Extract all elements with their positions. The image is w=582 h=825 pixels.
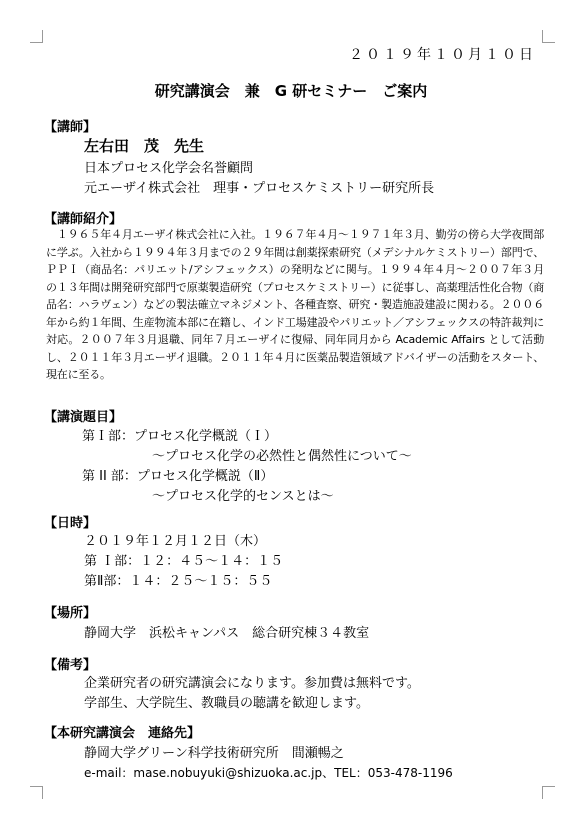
crop-mark-top-right [542, 30, 555, 43]
datetime-part2: 第Ⅱ部：１４：２５～１５：５５ [84, 574, 273, 589]
lecturer-affiliation-1: 日本プロセス化学会名誉顧問 [84, 161, 254, 176]
lecturer-heading: 【 講師 】 [44, 116, 96, 135]
lecturer-name: 左右田 茂 先生 [84, 137, 205, 155]
intro-paragraph: １９６５年４月エーザイ株式会社に入社。１９６７年４月～１９７１年３月、勤労の傍ら大学夜間部に学ぶ。入社から１９９４年３月までの２９年間は創薬探索研究（メデシナルケミストリー）部門で、ＰＰＩ（商品名：パリエット/アシフェックス）の発明などに関与。１９９４年４月～２００７年３月の１３年間は開発研究部門で原薬製造研究（プロセスケミストリー）に従事し、高薬理活性化合物（商品名：ハラヴェン）などの製法確立マネジメント、各種査察、研究・製造施設建設に関わる。２００６年から約１年間、生産物流本部に在籍し、インド工場建設やパリエット／アシフェックスの特許裁判に対応。２００７年３月退職、同年７月エーザイに復帰、同年同月から Academic Affairs として活動し、２０１１年３月エーザイ退職。２０１１年４月に医薬品製造領域アドバイザーの活動をスタート、現在に至る。 [46, 228, 544, 381]
notes-line-2: 学部生、大学院生、教職員の聴講を歓迎します。 [84, 696, 369, 711]
document-title: 研究講演会 兼 G 研セミナー ご案内 [154, 82, 428, 100]
topic-part1-subtitle: ～プロセス化学の必然性と偶然性について～ [152, 449, 412, 464]
notes-line-1: 企業研究者の研究講演会になります。参加費は無料です。 [84, 676, 420, 691]
contact-heading: 【 本研究講演会 連絡先 】 [44, 722, 200, 741]
contact-info: e-mail：mase.nobuyuki@shizuoka.ac.jp、TEL：053-478-1196 [84, 766, 453, 780]
topic-heading: 【 講演題目 】 [44, 406, 122, 425]
intro-heading: 【 講師紹介 】 [44, 208, 122, 227]
crop-mark-top-left [30, 30, 43, 43]
crop-mark-bottom-left [30, 786, 43, 799]
topic-part2-subtitle: ～プロセス化学的センスとは～ [152, 489, 334, 504]
notes-heading: 【 備考 】 [44, 654, 96, 673]
lecturer-affiliation-2: 元エーザイ株式会社 理事・プロセスケミストリー研究所長 [84, 181, 435, 196]
crop-mark-bottom-right [542, 786, 555, 799]
datetime-date: ２０１９年１２月１２日（木） [84, 534, 267, 549]
topic-part1: 第Ｉ部：プロセス化学概説（Ｉ） [82, 429, 278, 444]
contact-organization: 静岡大学グリーン科学技術研究所 間瀬暢之 [84, 746, 344, 761]
datetime-part1: 第 Ｉ部：１２：４５～１４：１５ [84, 554, 284, 569]
place-text: 静岡大学 浜松キャンパス 総合研究棟３４教室 [84, 626, 370, 641]
topic-part2: 第 II 部：プロセス化学概説（Ⅱ） [82, 469, 274, 484]
datetime-heading: 【 日時 】 [44, 512, 96, 531]
place-heading: 【 場所 】 [44, 602, 96, 621]
document-date: ２０１９年１０月１０日 [349, 47, 536, 63]
